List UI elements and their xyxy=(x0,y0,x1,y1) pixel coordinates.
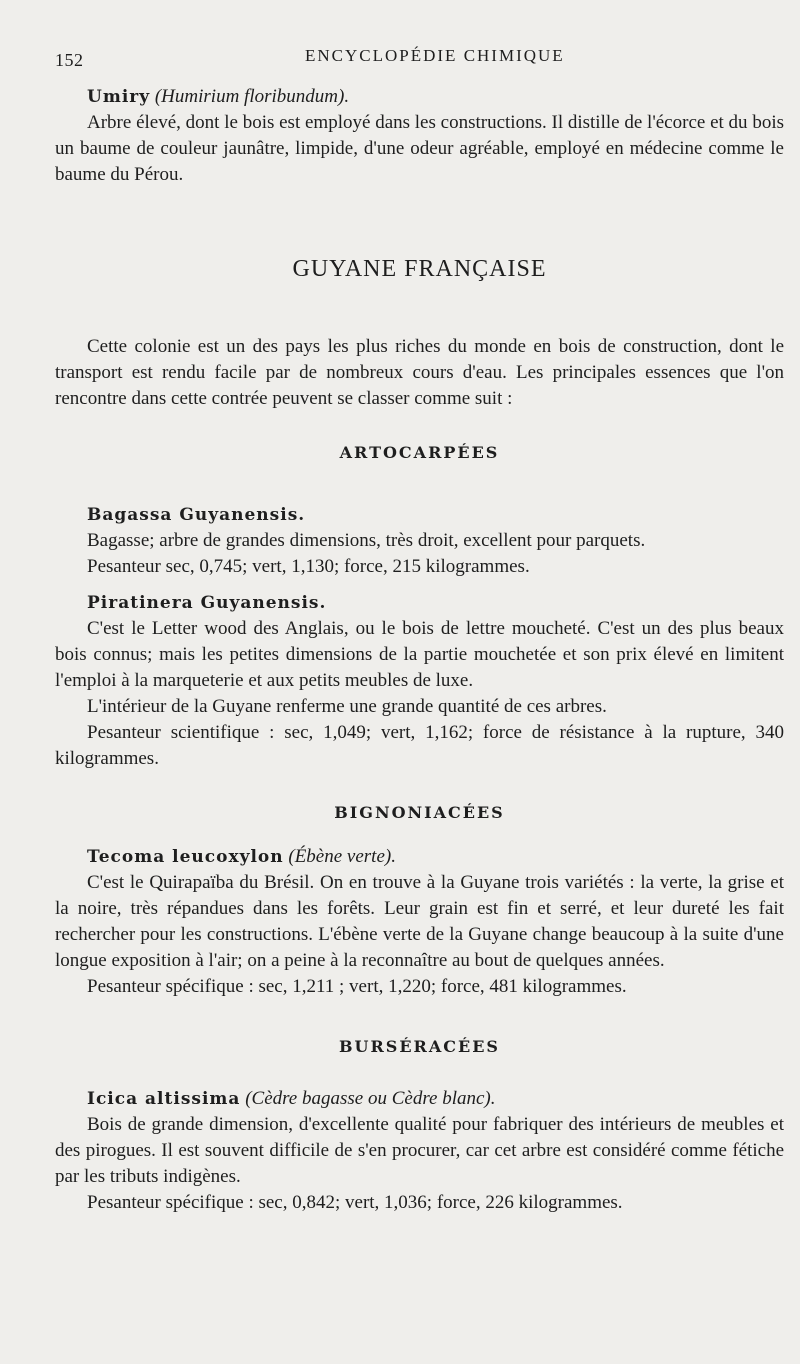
species-paragraph: Pesanteur sec, 0,745; vert, 1,130; force, 215 kilogrammes. xyxy=(87,556,530,577)
umiry-latin-name: (Humirium floribundum). xyxy=(154,86,350,107)
family-heading-artocarpees: ARTOCARPÉES xyxy=(339,443,500,462)
species-heading-tecoma xyxy=(55,844,784,870)
umiry-name: Umiry xyxy=(87,87,151,107)
section-title: GUYANE FRANÇAISE xyxy=(292,256,547,282)
umiry-description: Arbre élevé, dont le bois est employé dans les constructions. Il distille de l'écorce et du bois un baume de couleur jaunâtre, limpide, d'une odeur agréable, employé en médecine comme le baume du Pérou. xyxy=(55,112,784,185)
species-heading-bagassa xyxy=(55,502,784,528)
species-paragraph: Bois de grande dimension, d'excellente qualité pour fabriquer des intérieurs de meubles et des pirogues. Il est souvent difficile de s'en procurer, car cet arbre est considéré comme fétiche par les tributs indigènes. xyxy=(55,1114,784,1187)
species-common-name: (Cèdre bagasse ou Cèdre blanc). xyxy=(245,1088,496,1109)
species-common-name: (Ébène verte). xyxy=(288,846,396,867)
species-latin-name: Tecoma leucoxylon xyxy=(87,847,284,867)
species-latin-name: Icica altissima xyxy=(87,1089,241,1109)
species-paragraph: Bagasse; arbre de grandes dimensions, très droit, excellent pour parquets. xyxy=(87,530,646,551)
species-paragraph: Pesanteur spécifique : sec, 0,842; vert, 1,036; force, 226 kilogrammes. xyxy=(87,1192,623,1213)
running-title: ENCYCLOPÉDIE CHIMIQUE xyxy=(305,46,565,65)
species-latin-name: Bagassa Guyanensis. xyxy=(87,505,306,525)
family-heading-burseracees: BURSÉRACÉES xyxy=(339,1037,500,1056)
page-number: 152 xyxy=(55,50,84,70)
species-paragraph: C'est le Quirapaïba du Brésil. On en trouve à la Guyane trois variétés : la verte, la grise et la noire, très répandues dans les forêts. Leur grain est fin et serré, et leur dureté les fait rechercher pour les constructions. L'ébène verte de la Guyane change beaucoup à la suite d'une longue exposition à l'air; on a peine à la reconnaître au bout de quelques années. xyxy=(55,872,784,971)
species-paragraph: C'est le Letter wood des Anglais, ou le bois de lettre moucheté. C'est un des plus beaux bois connus; mais les petites dimensions de la partie mouchetée et son prix élevé en limitent l'emploi à la marqueterie et aux petits meubles de luxe. xyxy=(55,618,784,691)
section-intro: Cette colonie est un des pays les plus riches du monde en bois de construction, dont le transport est rendu facile par de nombreux cours d'eau. Les principales essences que l'on rencontre dans cette contrée peuvent se classer comme suit : xyxy=(55,336,784,409)
species-latin-name: Piratinera Guyanensis. xyxy=(87,593,327,613)
umiry-heading xyxy=(55,84,784,110)
species-heading-piratinera xyxy=(55,590,784,616)
page-header xyxy=(55,46,770,70)
species-paragraph: Pesanteur scientifique : sec, 1,049; vert, 1,162; force de résistance à la rupture, 340 kilogrammes. xyxy=(55,722,784,769)
species-paragraph: Pesanteur spécifique : sec, 1,211 ; vert, 1,220; force, 481 kilogrammes. xyxy=(87,976,627,997)
species-heading-icica xyxy=(55,1086,784,1112)
family-heading-bignoniacees: BIGNONIACÉES xyxy=(334,803,505,822)
species-paragraph: L'intérieur de la Guyane renferme une grande quantité de ces arbres. xyxy=(87,696,607,717)
page-content xyxy=(55,84,784,1216)
